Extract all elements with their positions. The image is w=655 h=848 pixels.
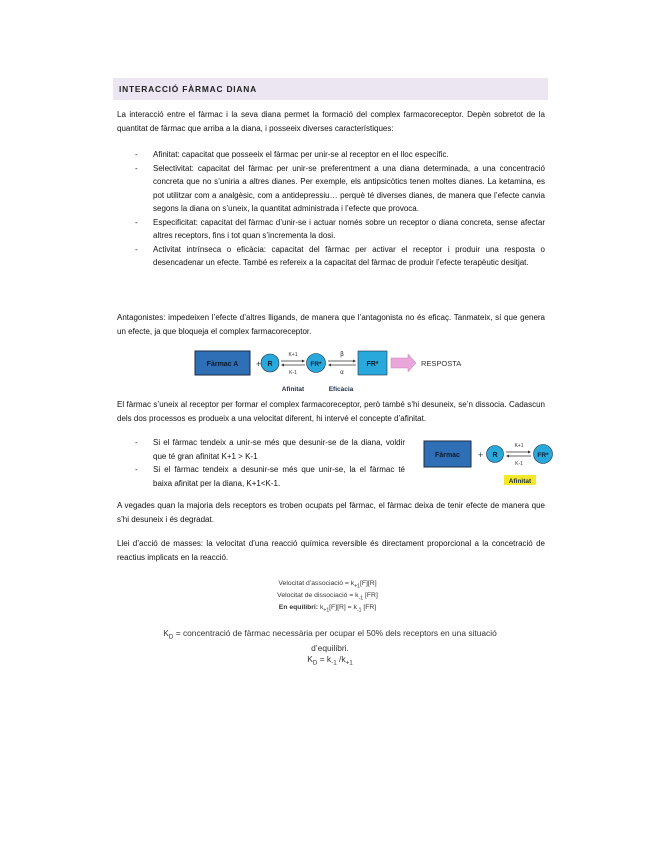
k-backward-label: K-1 bbox=[289, 370, 297, 376]
drug-label: Fàrmac bbox=[435, 452, 460, 459]
dissociation-formula: Velocitat de dissociació = $k_{-1}$ [FR] bbox=[277, 592, 378, 602]
plus-sign: + bbox=[256, 359, 262, 369]
beta-label: β bbox=[340, 351, 344, 358]
affinity-list bbox=[135, 436, 405, 490]
alpha-label: α bbox=[340, 369, 344, 376]
plus-sign: + bbox=[478, 450, 484, 460]
section-title: INTERACCIÓ FÀRMAC DIANA bbox=[113, 78, 548, 100]
antagonists-paragraph: Antagonistes: impedeixen l’efecte d’altres lligands, de manera que l’antagonista no és eficaç. Tanmateix, sí que genera un efecte, ja que bloqueja el complex farmacoreceptor. bbox=[117, 313, 545, 336]
response-label: RESPOSTA bbox=[421, 359, 462, 368]
affinity-diagram bbox=[422, 433, 557, 488]
complex-label: FR* bbox=[537, 452, 549, 459]
list-item: - Especificitat: capacitat del fàrmac d’unir-se i actuar només sobre un receptor o diana concreta, sense afectar altres receptors, fins i tot quan s’incrementa la dosi. bbox=[135, 216, 545, 243]
binding-efficacy-diagram bbox=[190, 345, 470, 397]
kd-equation: $K_D = k_{-1}$ $/k_{+1}$ bbox=[307, 654, 353, 667]
kd-definition: $K_D$ = concentració de fàrmac necessària per ocupar el 50% dels receptors en una situació d’equilibri. bbox=[163, 628, 497, 653]
equilibrium-formula: En equilibri: $k_{+1}[F][R] = k_{-1}$ [FR] bbox=[278, 604, 377, 614]
active-complex-label: FR* bbox=[366, 361, 379, 368]
occupied-paragraph: A vegades quan la majoria dels receptors es troben ocupats pel fàrmac, el fàrmac deixa de tenir efecte de manera que s’hi desuneix i és degradat. bbox=[117, 501, 545, 524]
complex-label: FR* bbox=[310, 361, 322, 368]
response-arrow bbox=[391, 354, 416, 372]
receptor-label: R bbox=[492, 452, 498, 459]
list-item: - Afinitat: capacitat que posseeix el fàrmac per unir-se al receptor en el lloc específic. bbox=[135, 148, 545, 162]
association-formula: Velocitat d’associació = $k_{+1}[F][R]$ bbox=[278, 580, 377, 590]
k-backward-label: K-1 bbox=[515, 461, 523, 467]
list-item: - Si el fàrmac tendeix a unir-se més que desunir-se de la diana, voldir que té gran afinitat K+1 > K-1 bbox=[135, 436, 405, 463]
intro-paragraph: La interacció entre el fàrmac i la seva diana permet la formació del complex farmacoreceptor. Depèn sobretot de la quantitat de fàrmac que arriba a la diana, i posseeix diverses característiques: bbox=[117, 110, 545, 133]
affinity-label: Afinitat bbox=[281, 386, 305, 393]
efficacy-label: Eficàcia bbox=[328, 386, 354, 393]
k-forward-label: K+1 bbox=[514, 443, 524, 449]
mass-action-paragraph: Llei d’acció de masses: la velocitat d’una reacció química reversible és directament proporcional a la concetració de reactius implicats en la reacció. bbox=[117, 539, 545, 562]
list-item: - Si el fàrmac tendeix a desunir-se més que unir-se, la el fàrmac té baixa afinitat per la diana, K+1<K-1. bbox=[135, 463, 405, 490]
drug-label: Fàrmac A bbox=[206, 361, 239, 368]
list-item: - Selectivitat: capacitat del fàrmac per unir-se preferentment a una diana determinada, a una concentració concreta que no s’uniria a altres dianes. Per exemple, els antipsicòtics tenen moltes dianes. La ketamina, es pot utilitzar com a analgèsic, com a antidepressiu… perquè té diverses dianes, de manera que l’efecte canvia segons la diana on s’uneix, la quantitat administrada i l’efecte que provoca. bbox=[135, 162, 545, 216]
affinity-label: Afinitat bbox=[508, 478, 532, 485]
k-forward-label: K+1 bbox=[288, 352, 298, 358]
binding-paragraph: El fàrmac s’uneix al receptor per formar el complex farmacoreceptor, però també s’hi desuneix, se’n dissocia. Cadascun dels dos processos es produeix a una velocitat diferent, hi intervé el concepte d’afinitat. bbox=[117, 400, 545, 423]
characteristics-list bbox=[135, 148, 545, 270]
receptor-label: R bbox=[267, 361, 273, 368]
list-item: - Activitat intrínseca o eficàcia: capacitat del fàrmac per activar el receptor i produir una resposta o desencadenar un efecte. També es refereix a la capacitat del fàrmac de produir l’efecte terapèutic desitjat. bbox=[135, 243, 545, 270]
